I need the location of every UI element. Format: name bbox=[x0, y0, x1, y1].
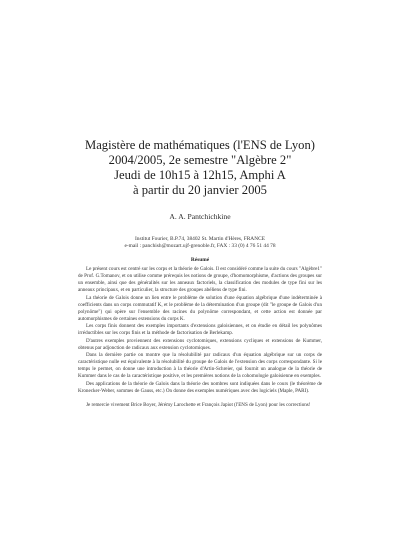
abstract-heading: Résumé bbox=[190, 257, 210, 263]
abstract-paragraph: La théorie de Galois donne un lien entre le problème de solution d'une équation algébrique d'une indéterminée à coefficients dans un corps commutatif K, et le problème de la détermination d'un groupe (dit "le groupe de Galois d'un polynôme") qui opère sur l'ensemble des racines du polynôme correspondant, et cette action est donnée par automorphismes de certaines extensions du corps K. bbox=[78, 294, 322, 323]
title-line-3: Jeudi de 10h15 à 12h15, Amphi A bbox=[114, 168, 286, 182]
abstract-paragraph: Des applications de la théorie de Galois dans la théorie des nombres sont indiquées dans le cours (le théorème de Kronecker-Weber, sommes de Gauss, etc.) On donne des exemples numériques avec des logiciels (Maple, PARI). bbox=[78, 380, 322, 394]
affiliation-contact: e-mail : panchish@mozart.ujf-grenoble.fr, FAX : 33 (0) 4 76 51 44 78 bbox=[124, 243, 276, 250]
author-affiliation bbox=[40, 236, 360, 250]
title-line-2: 2004/2005, 2e semestre "Algèbre 2" bbox=[108, 153, 292, 167]
abstract-paragraph: Les corps finis donnent des exemples importants d'extensions galoisiennes, et on étudie en détail les polynômes irréductibles sur les corps finis et la méthode de factorisation de Berlekamp. bbox=[78, 323, 322, 337]
abstract-paragraph: D'autres exemples proviennent des extensions cyclotomiques, extensions cycliques et extensions de Kummer, obtenus par adjonction de radicaux aux extension cyclotomiques. bbox=[78, 337, 322, 351]
acknowledgements: Je remercie vivement Brice Boyer, Jérémy Larochette et François Japiot (l'ENS de Lyon) pour les corrections! bbox=[86, 401, 311, 408]
abstract-body bbox=[78, 266, 322, 409]
author-name: A. A. Pantchichkine bbox=[169, 212, 231, 221]
document-title bbox=[40, 138, 360, 198]
title-line-4: à partir du 20 janvier 2005 bbox=[133, 183, 267, 197]
abstract-paragraph: Dans la dernière partie on montre que la résolubilité par radicaux d'un équation algébrique sur un corps de caractéristique nulle est équivalente à la résolubilité du groupe de Galois de l'extension des corps correspondante. Si le temps le permet, on donne une introduction à la théorie d'Artin-Schreier, qui fournit un analogue de la théorie de Kummer dans le cas de la caractéristique positive, et les premières notions de la cohomologie galoisienne en exemples. bbox=[78, 351, 322, 380]
title-line-1: Magistère de mathématiques (l'ENS de Lyon) bbox=[85, 138, 315, 152]
affiliation-address: Institut Fourier, B.P.74, 38402 St. Martin d'Hères, FRANCE bbox=[135, 236, 265, 242]
abstract-paragraph: Le présent cours est centré sur les corps et la théorie de Galois. Il est considéré comme la suite du cours "Algèbre1" de Prof. G.Tomanov, et on utilise comme prérequis les notions de groupe, d'homomorphisme, d'actions des groupes sur un ensemble, ainsi que des généralités sur les anneaux factoriels, la classification des modules de type fini sur les anneaux principaux, et en particulier, la structure des groupes abéliens de type fini. bbox=[78, 266, 322, 294]
